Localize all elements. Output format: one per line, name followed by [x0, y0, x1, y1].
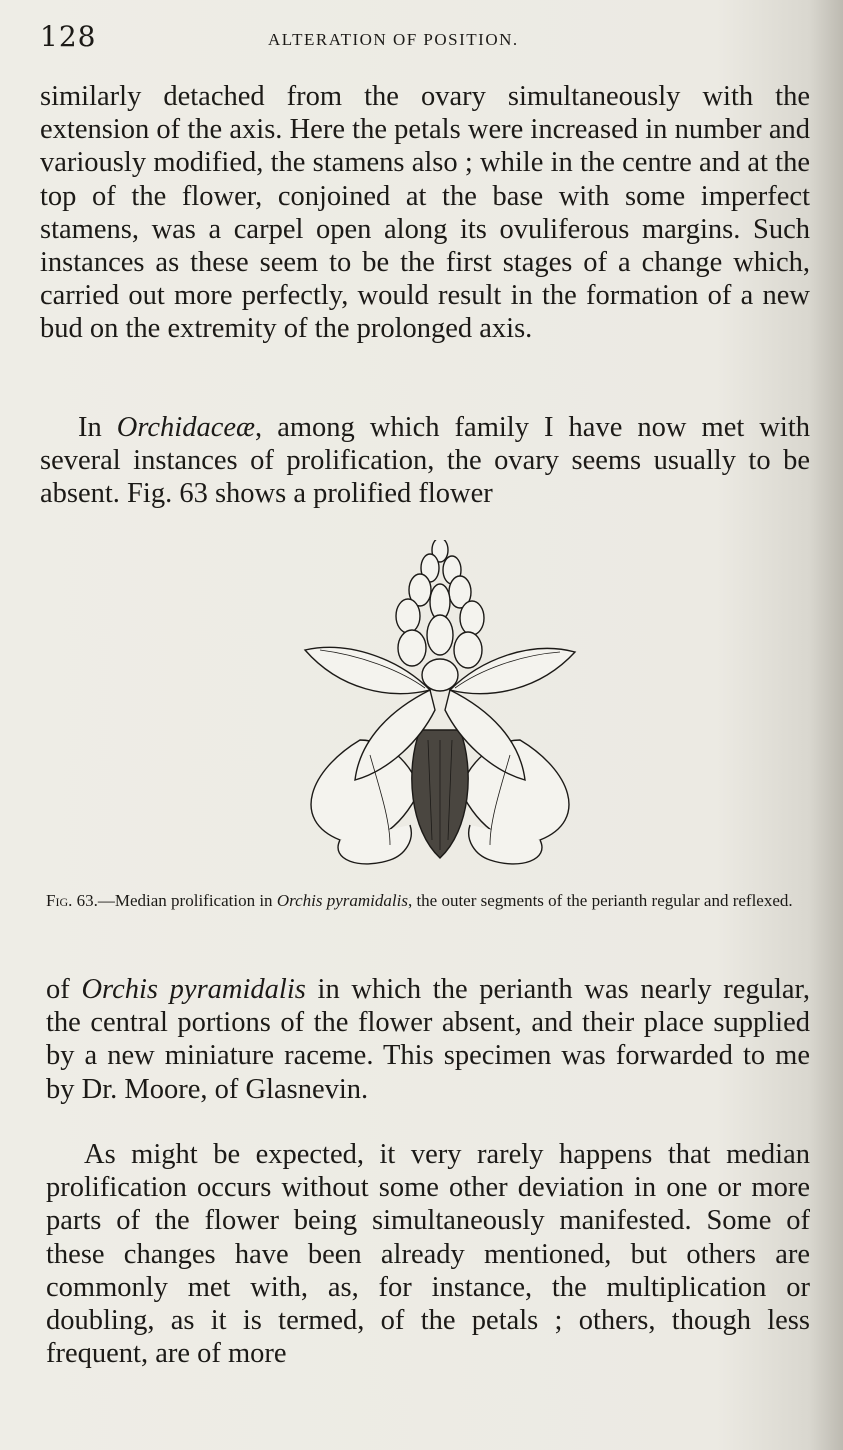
page-number: 128 — [40, 20, 97, 53]
caption-italic: Orchis pyramidalis — [276, 891, 408, 910]
page-header — [40, 20, 810, 60]
caption-rest: , the outer segments of the perianth regular and reflexed. — [407, 891, 793, 910]
paragraph-2 — [40, 411, 810, 511]
orchid-illustration — [290, 540, 590, 870]
paragraph-2-start: In — [78, 412, 117, 443]
paragraph-3 — [46, 973, 810, 1106]
caption-start: —Median prolification in — [97, 891, 277, 910]
paragraph-3-italic: Orchis pyramidalis — [81, 974, 306, 1005]
paragraph-2-rest: , among which family I have now met with several instances of prolification, the ovary seems usually to be absent. Fig. 63 shows a prolified flower — [40, 412, 810, 510]
caption-label: Fig. 63. — [46, 891, 98, 910]
running-head: ALTERATION OF POSITION. — [268, 30, 519, 49]
orchid-flower-icon — [290, 540, 590, 870]
paragraph-4: As might be expected, it very rarely happens that median prolification occurs without some other deviation in one or more parts of the flower being simultaneously manifested. Some of these changes have been already mentioned, but others are commonly met with, as, for instance, the multiplication or doubling, as it is termed, of the petals ; others, though less frequent, are of more — [46, 1139, 810, 1370]
paragraph-2-italic: Orchidaceæ — [116, 412, 256, 443]
paragraph-3-rest: in which the perianth was nearly regular, the central portions of the flower absent, and their place supplied by a new miniature raceme. This specimen was forwarded to me by Dr. Moore, of Glasnevin. — [46, 974, 810, 1105]
paragraph-1: similarly detached from the ovary simultaneously with the extension of the axis. Here the petals were increased in number and variously modified, the stamens also ; while in the centre and at the top of the flower, conjoined at the base with some imperfect stamens, was a carpel open along its ovuliferous margins. Such instances as these seem to be the first stages of a change which, carried out more perfectly, would result in the formation of a new bud on the extremity of the prolonged axis. — [40, 81, 810, 345]
paragraph-3-start: of — [46, 974, 82, 1005]
figure-caption — [46, 890, 810, 911]
